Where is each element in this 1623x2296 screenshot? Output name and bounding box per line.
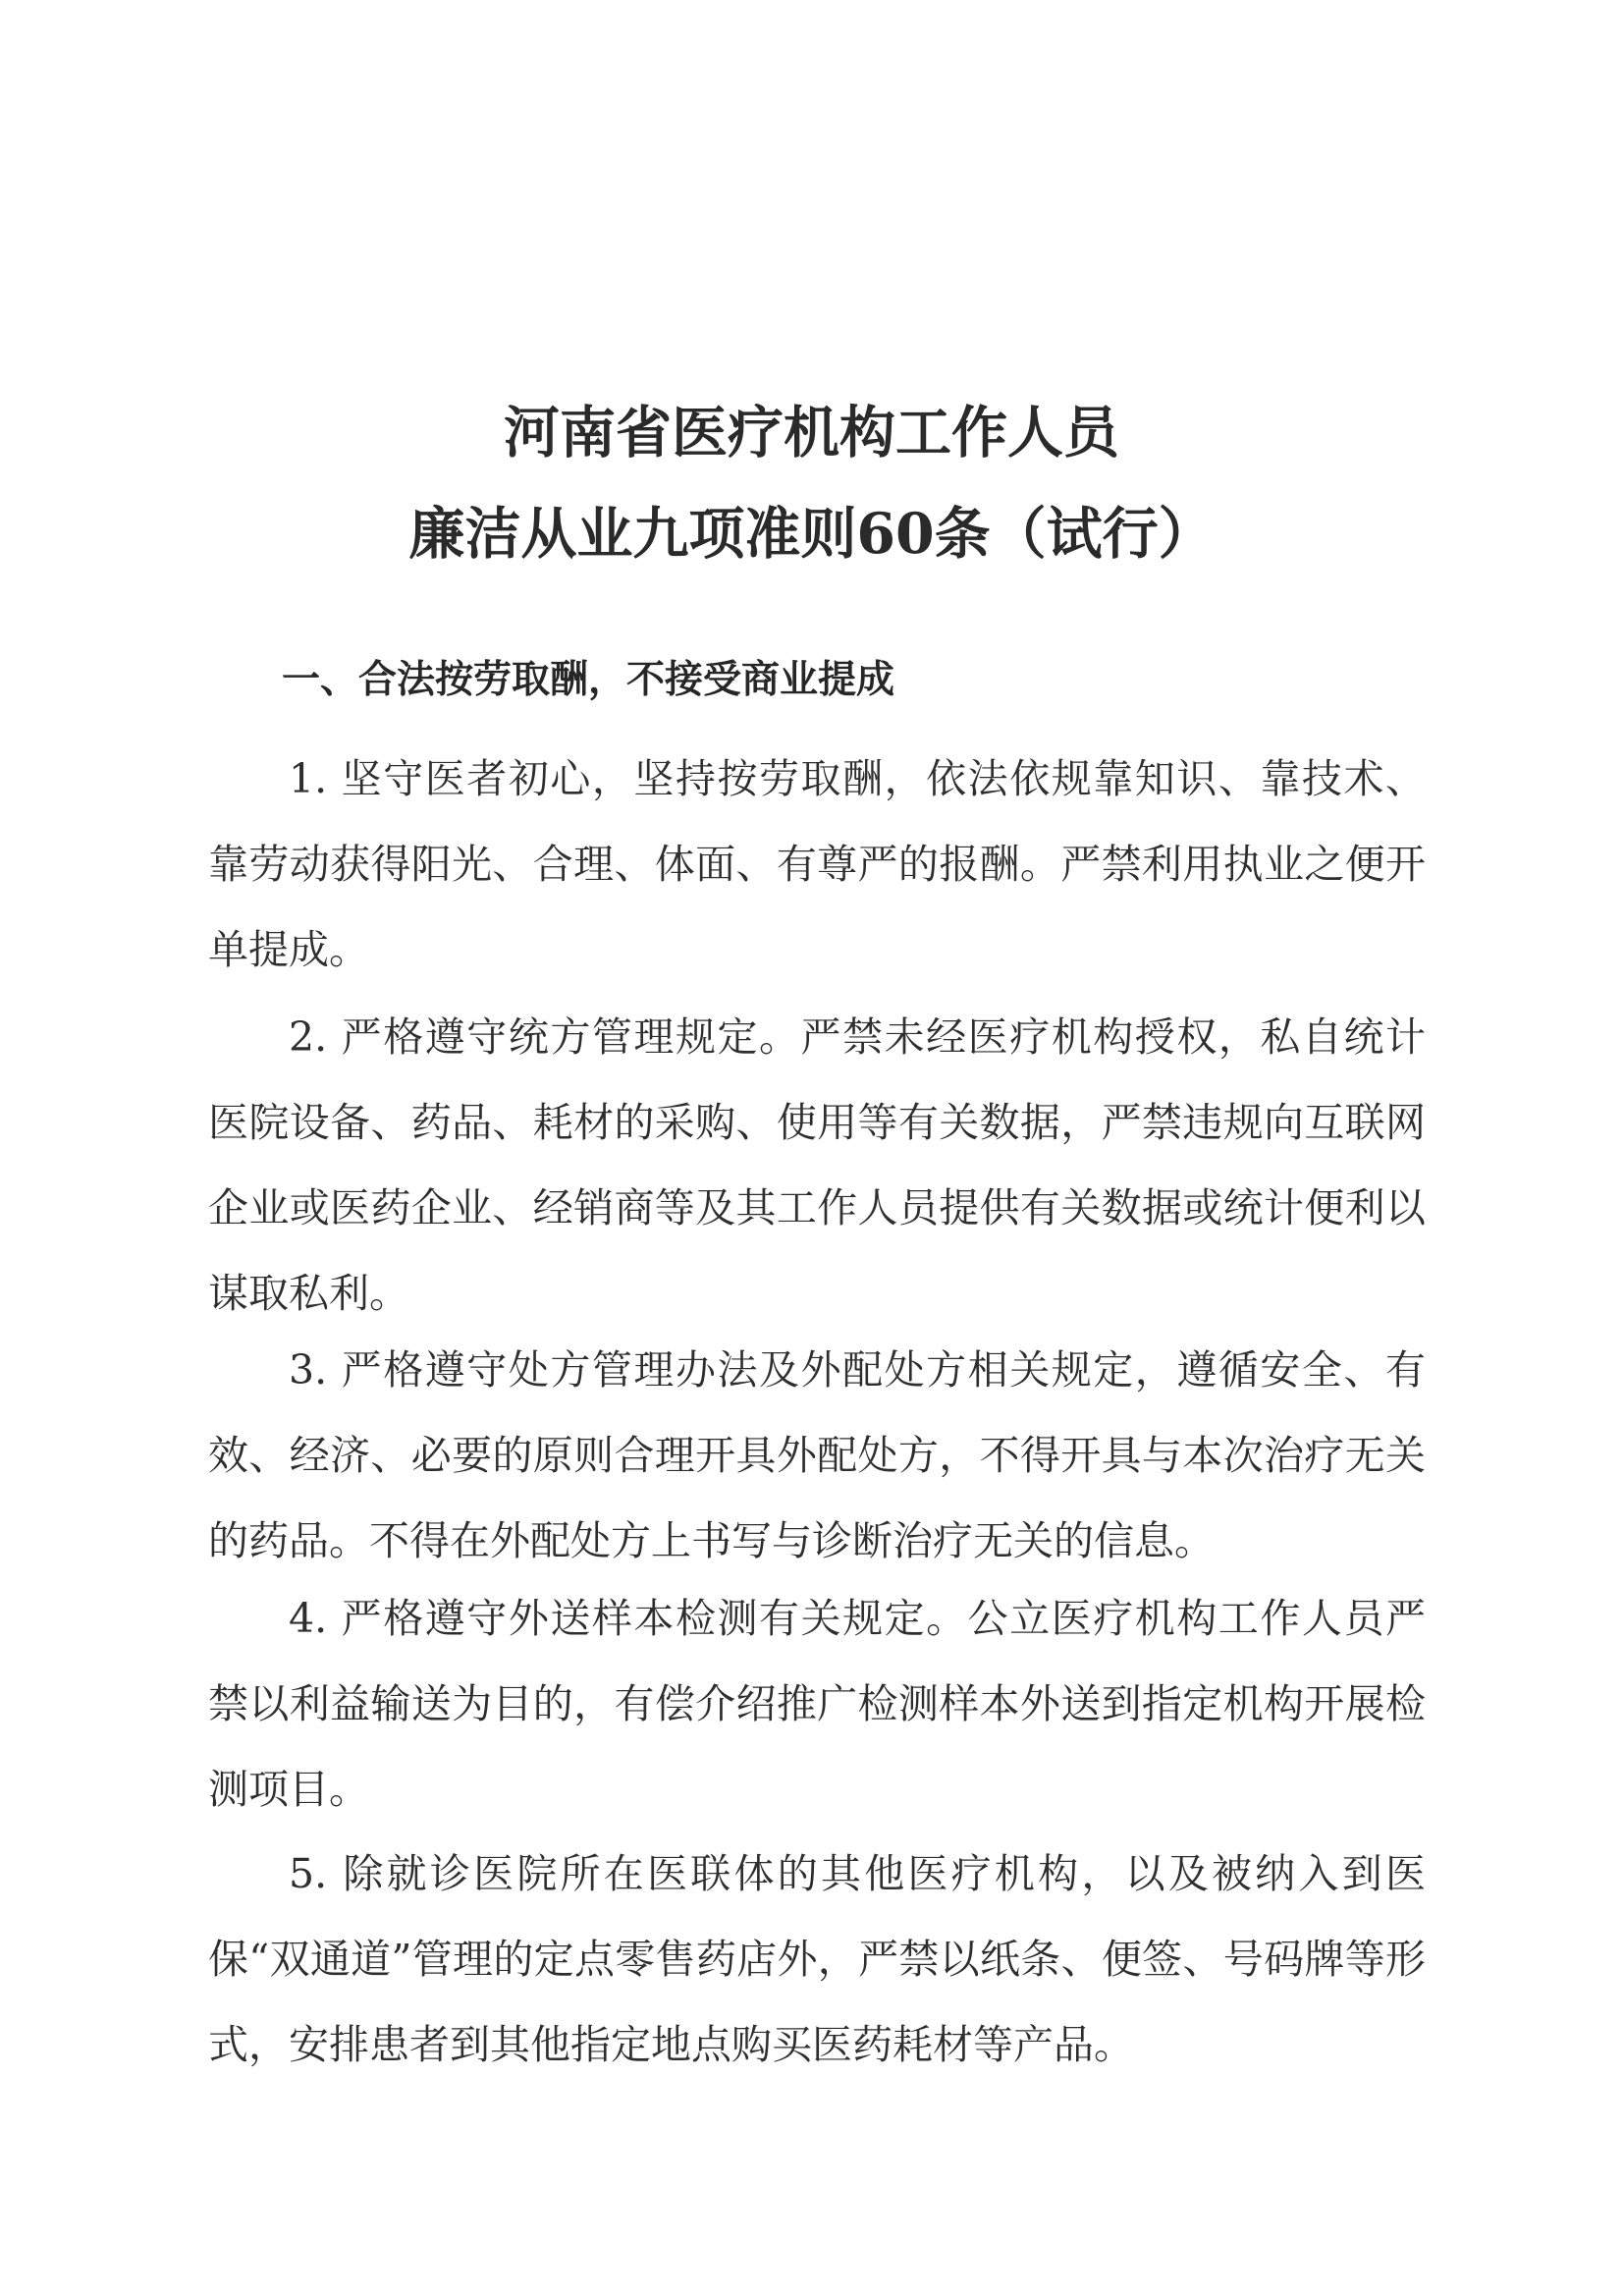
section-heading: 一、合法按劳取酬，不接受商业提成 (282, 658, 895, 702)
paragraph-3: 3. 严格遵守处方管理办法及外配处方相关规定，遵循安全、有效、经济、必要的原则合理开具外配处方，不得开具与本次治疗无关的药品。不得在外配处方上书写与诊断治疗无关的信息。 (208, 1346, 1426, 1564)
paragraph-1: 1. 坚守医者初心，坚持按劳取酬，依法依规靠知识、靠技术、靠劳动获得阳光、合理、体面、有尊严的报酬。严禁利用执业之便开单提成。 (208, 755, 1426, 973)
document-title-line-2: 廉洁从业九项准则60条（试行） (408, 501, 1215, 567)
paragraph-2: 2. 严格遵守统方管理规定。严禁未经医疗机构授权，私自统计医院设备、药品、耗材的采购、使用等有关数据，严禁违规向互联网企业或医药企业、经销商等及其工作人员提供有关数据或统计便利以谋取私利。 (208, 1013, 1426, 1317)
paragraph-5: 5. 除就诊医院所在医联体的其他医疗机构，以及被纳入到医保“双通道”管理的定点零售药店外，严禁以纸条、便签、号码牌等形式，安排患者到其他指定地点购买医药耗材等产品。 (208, 1850, 1426, 2068)
document-title-line-1: 河南省医疗机构工作人员 (504, 400, 1119, 465)
paragraph-4: 4. 严格遵守外送样本检测有关规定。公立医疗机构工作人员严禁以利益输送为目的，有偿介绍推广检测样本外送到指定机构开展检测项目。 (208, 1595, 1426, 1813)
